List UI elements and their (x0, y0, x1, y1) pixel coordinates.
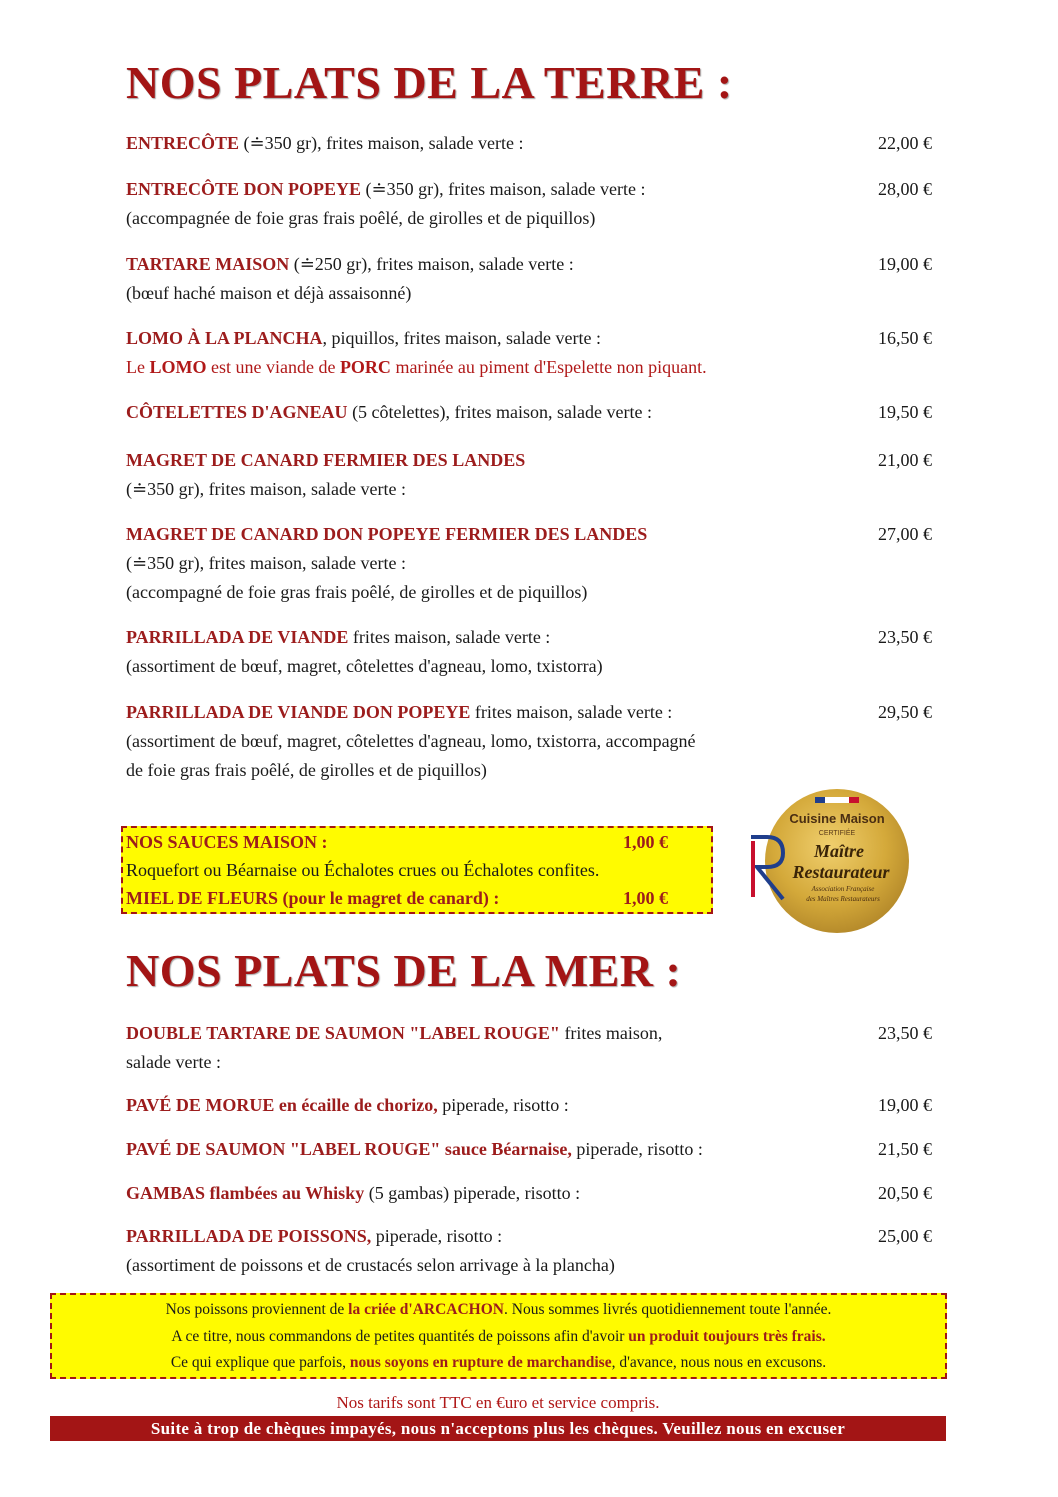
price: 16,50 € (878, 328, 932, 348)
price: 23,50 € (878, 1023, 932, 1043)
dish-desc: , piquillos, frites maison, salade verte : (322, 328, 601, 348)
dish-name: DOUBLE TARTARE DE SAUMON "LABEL ROUGE" (126, 1023, 560, 1043)
sauces-label: NOS SAUCES MAISON : (126, 832, 328, 852)
price: 27,00 € (878, 524, 932, 544)
menu-item-cotelettes (126, 398, 652, 427)
price: 25,00 € (878, 1226, 932, 1246)
section-title-mer: NOS PLATS DE LA MER : (126, 945, 682, 996)
dish-name: ENTRECÔTE (126, 133, 240, 153)
svg-text:Restaurateur: Restaurateur (792, 862, 890, 882)
dish-desc: (≐250 gr), frites maison, salade verte : (289, 254, 574, 274)
menu-item-magret-don-popeye (126, 520, 647, 607)
menu-item-double-tartare-saumon (126, 1019, 662, 1077)
menu-item-entrecote-don-popeye (126, 175, 646, 233)
dish-desc: piperade, risotto : (371, 1226, 503, 1246)
svg-text:CERTIFIÉE: CERTIFIÉE (818, 830, 856, 837)
dish-note: (assortiment de poissons et de crustacés selon arrivage à la plancha) (126, 1255, 615, 1275)
notice-line-1: Nos poissons proviennent de la criée d'ARCACHON. Nous sommes livrés quotidiennement toute l'année. (165, 1301, 832, 1318)
dish-desc: (5 gambas) piperade, risotto : (364, 1183, 581, 1203)
maitre-restaurateur-seal (743, 789, 915, 939)
dish-name: CÔTELETTES D'AGNEAU (126, 402, 348, 422)
dish-name: GAMBAS flambées au Whisky (126, 1183, 365, 1203)
price: 22,00 € (878, 133, 932, 153)
dish-note: (assortiment de bœuf, magret, côtelettes d'agneau, lomo, txistorra, accompagné (126, 731, 696, 751)
price: 21,00 € (878, 450, 932, 470)
dish-note: (assortiment de bœuf, magret, côtelettes d'agneau, lomo, txistorra) (126, 656, 603, 676)
menu-item-lomo (126, 324, 707, 382)
dish-name: PARRILLADA DE POISSONS, (126, 1226, 372, 1246)
dish-note: salade verte : (126, 1052, 221, 1072)
menu-item-entrecote (126, 129, 524, 158)
section-title-terre: NOS PLATS DE LA TERRE : (126, 57, 733, 108)
miel-label: MIEL DE FLEURS (pour le magret de canard) : (126, 888, 500, 908)
price: 29,50 € (878, 702, 932, 722)
svg-text:Cuisine Maison: Cuisine Maison (789, 811, 885, 826)
dish-note: (≐350 gr), frites maison, salade verte : (126, 553, 406, 573)
menu-item-parrillada-poissons (126, 1222, 615, 1280)
menu-item-pave-morue (126, 1091, 569, 1120)
dish-name: LOMO À LA PLANCHA (126, 328, 323, 348)
svg-text:des Maîtres Restaurateurs: des Maîtres Restaurateurs (806, 895, 880, 903)
seal-logo-icon (743, 789, 915, 939)
sauces-list: Roquefort ou Béarnaise ou Échalotes crues ou Échalotes confites. (126, 860, 600, 880)
dish-note: (accompagné de foie gras frais poêlé, de girolles et de piquillos) (126, 582, 588, 602)
dish-name: MAGRET DE CANARD FERMIER DES LANDES (126, 450, 526, 470)
price: 19,00 € (878, 254, 932, 274)
dish-desc: (5 côtelettes), frites maison, salade verte : (347, 402, 652, 422)
price: 28,00 € (878, 179, 932, 199)
dish-name: PARRILLADA DE VIANDE DON POPEYE (126, 702, 471, 722)
menu-item-tartare-maison (126, 250, 574, 308)
dish-name: PAVÉ DE SAUMON "LABEL ROUGE" sauce Béarnaise, (126, 1139, 572, 1159)
dish-name: PARRILLADA DE VIANDE (126, 627, 349, 647)
menu-item-parrillada-viande-don-popeye (126, 698, 696, 785)
dish-note: (accompagnée de foie gras frais poêlé, de girolles et de piquillos) (126, 208, 596, 228)
tax-note: Nos tarifs sont TTC en €uro et service compris. (336, 1393, 660, 1412)
dish-desc: frites maison, (559, 1023, 663, 1043)
menu-item-parrillada-viande (126, 623, 603, 681)
dish-name: MAGRET DE CANARD DON POPEYE FERMIER DES LANDES (126, 524, 648, 544)
notice-line-2: A ce titre, nous commandons de petites quantités de poissons afin d'avoir un produit toujours très frais. (171, 1327, 826, 1345)
dish-desc: piperade, risotto : (571, 1139, 703, 1159)
dish-desc: (≐350 gr), frites maison, salade verte : (361, 179, 646, 199)
price: 20,50 € (878, 1183, 932, 1203)
dish-desc: frites maison, salade verte : (348, 627, 551, 647)
notice-line-3: Ce qui explique que parfois, nous soyons en rupture de marchandise, d'avance, nous nous en excusons. (170, 1354, 827, 1371)
sauces-price: 1,00 € (623, 832, 668, 852)
miel-price: 1,00 € (623, 888, 668, 908)
price: 19,00 € (878, 1095, 932, 1115)
price: 19,50 € (878, 402, 932, 422)
dish-name: TARTARE MAISON (126, 254, 290, 274)
fish-notice-box (50, 1293, 947, 1379)
dish-desc: (≐350 gr), frites maison, salade verte : (239, 133, 524, 153)
dish-name: PAVÉ DE MORUE en écaille de chorizo, (126, 1095, 438, 1115)
dish-note: (bœuf haché maison et déjà assaisonné) (126, 283, 412, 303)
dish-desc: frites maison, salade verte : (470, 702, 673, 722)
price: 21,50 € (878, 1139, 932, 1159)
price: 23,50 € (878, 627, 932, 647)
menu-item-pave-saumon (126, 1135, 703, 1164)
svg-text:Maître: Maître (813, 841, 865, 861)
dish-note: de foie gras frais poêlé, de girolles et de piquillos) (126, 760, 487, 780)
cheques-banner: Suite à trop de chèques impayés, nous n'acceptons plus les chèques. Veuillez nous en excuser (50, 1416, 946, 1441)
dish-desc: piperade, risotto : (437, 1095, 569, 1115)
menu-item-gambas (126, 1179, 580, 1208)
dish-note: (≐350 gr), frites maison, salade verte : (126, 479, 406, 499)
svg-text:Association Française: Association Française (811, 885, 875, 893)
lomo-note: Le LOMO est une viande de PORC marinée au piment d'Espelette non piquant. (126, 357, 707, 377)
menu-item-magret (126, 446, 525, 504)
sauces-box (121, 826, 713, 914)
dish-name: ENTRECÔTE DON POPEYE (126, 179, 362, 199)
